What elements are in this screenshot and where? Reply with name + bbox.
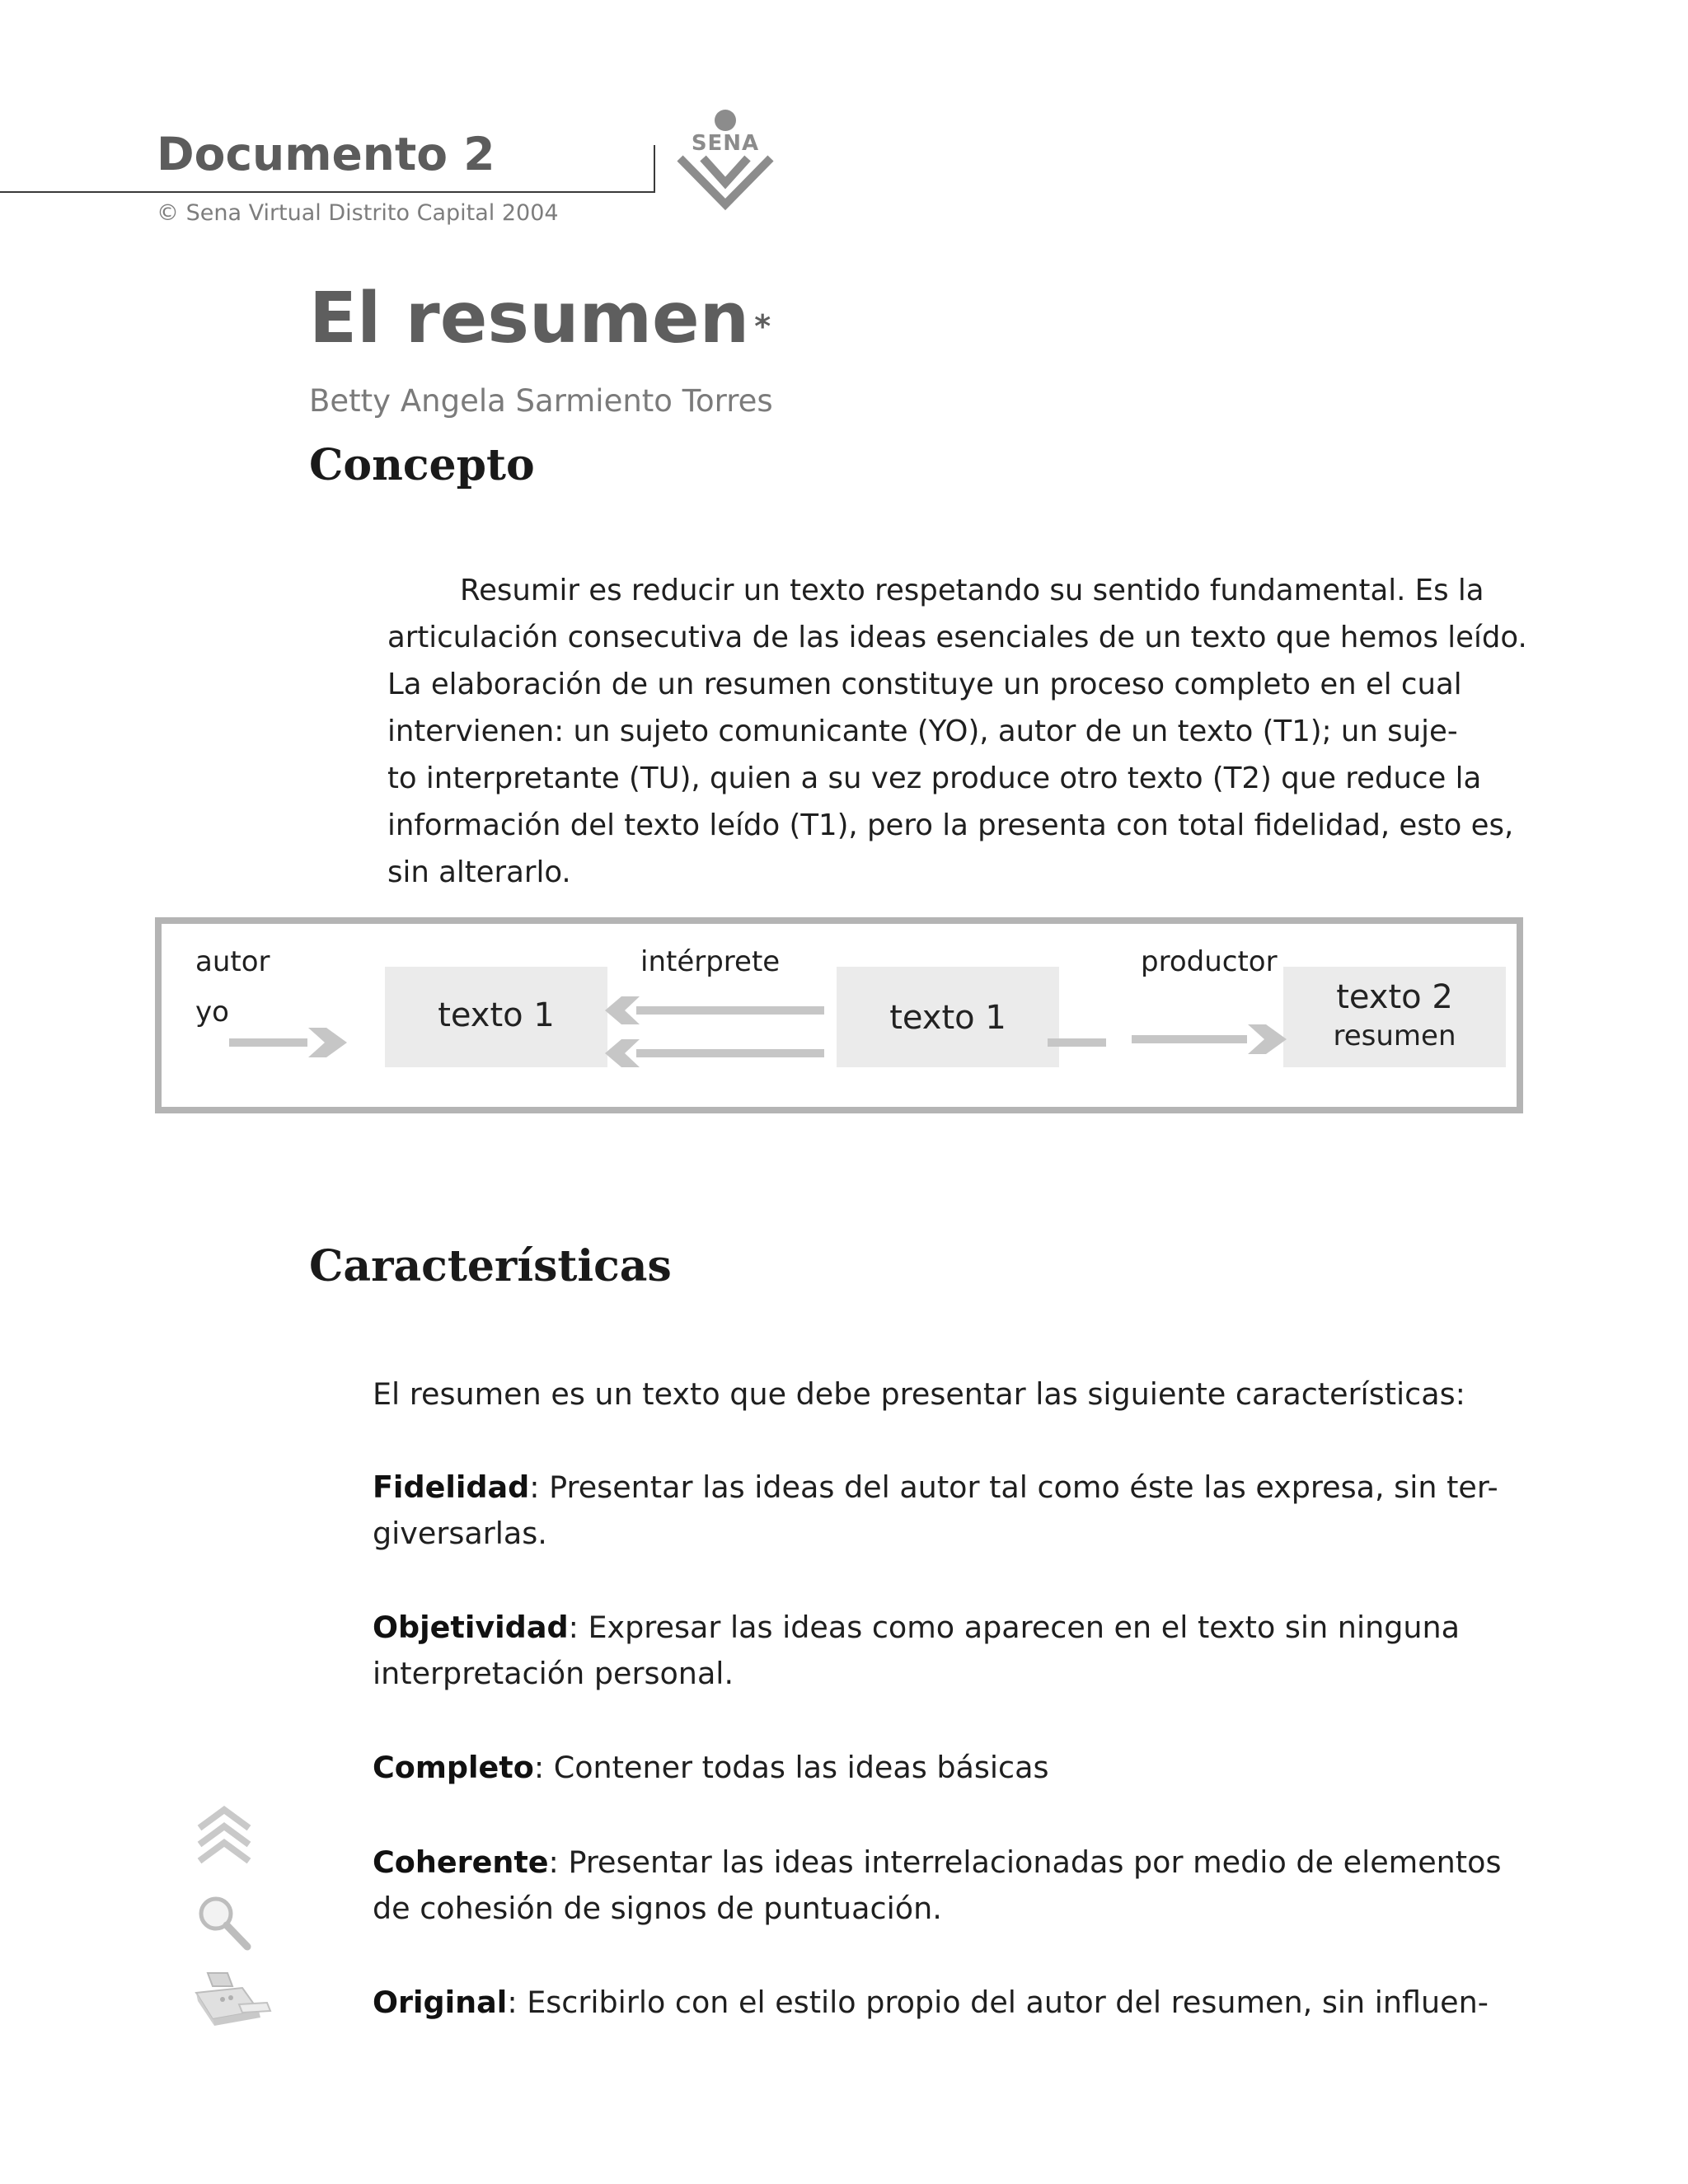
concept-line: información del texto leído (T1), pero la presenta con total fidelidad, esto es, [387, 808, 1514, 842]
arrow-productor-segment-2 [1132, 1035, 1247, 1043]
arrow-interprete-bottom [636, 1049, 824, 1057]
characteristic-coherente [373, 1840, 1543, 1932]
logo-text: SENA [691, 131, 760, 156]
title-footnote-mark: * [754, 308, 771, 344]
diagram-label-productor: productor [1141, 945, 1278, 978]
definition-line: de cohesión de signos de puntuación. [373, 1891, 942, 1926]
diagram-box-texto2-title: texto 2 [1336, 978, 1453, 1016]
definition-line: : Escribirlo con el estilo propio del autor del resumen, sin influen- [507, 1985, 1489, 2020]
fax-printer-icon[interactable] [191, 1968, 274, 2034]
characteristic-objetividad [373, 1605, 1543, 1697]
section-heading-caracteristicas: Características [309, 1241, 672, 1291]
definition-line: : Expresar las ideas como aparecen en el texto sin ninguna [568, 1610, 1461, 1645]
term-coherente: Coherente [373, 1844, 549, 1880]
diagram-box-texto1-interprete: texto 1 [837, 967, 1059, 1067]
diagram-arrows [162, 924, 1517, 1107]
arrow-interprete-top-head [605, 996, 640, 1024]
concept-line: sin alterarlo. [387, 855, 571, 889]
characteristic-original [373, 1980, 1543, 2026]
term-objetividad: Objetividad [373, 1610, 569, 1645]
characteristics-intro-text: El resumen es un texto que debe presentar las siguiente características: [373, 1376, 1465, 1412]
term-completo: Completo [373, 1750, 534, 1785]
arrow-yo-head [308, 1028, 347, 1057]
characteristic-completo [373, 1745, 1543, 1791]
diagram-box-texto1: texto 1 [385, 967, 607, 1067]
arrow-interprete-bottom-head [605, 1039, 640, 1067]
definition-line: : Presentar las ideas interrelacionadas por medio de elementos [548, 1844, 1502, 1880]
arrow-yo-to-texto1 [229, 1038, 307, 1047]
concept-line: to interpretante (TU), quien a su vez produce otro texto (T2) que reduce la [387, 762, 1482, 795]
arrow-productor-head [1248, 1024, 1287, 1054]
concept-paragraph [387, 567, 1541, 896]
page-title: El resumen * [309, 278, 771, 359]
arrow-interprete-top [636, 1006, 824, 1015]
definition-line: giversarlas. [373, 1516, 547, 1551]
definition-line: interpretación personal. [373, 1656, 734, 1691]
concept-line: Resumir es reducir un texto respetando su sentido fundamental. Es la [460, 574, 1484, 607]
magnifier-icon[interactable] [191, 1891, 257, 1957]
logo-arrows [680, 158, 771, 204]
characteristic-fidelidad [373, 1465, 1543, 1557]
sena-logo [672, 107, 779, 210]
author-name: Betty Angela Sarmiento Torres [309, 383, 773, 419]
concept-line: intervienen: un sujeto comunicante (YO), autor de un texto (T1); un suje- [387, 715, 1458, 748]
diagram-label-yo: yo [195, 996, 229, 1029]
copyright: © Sena Virtual Distrito Capital 2004 [157, 200, 559, 226]
header-rule [0, 191, 655, 193]
term-original: Original [373, 1985, 508, 2020]
header-rule-tick [654, 145, 655, 192]
diagram-label-interprete: intérprete [640, 945, 781, 978]
section-heading-concepto: Concepto [309, 440, 535, 490]
definition-line: : Presentar las ideas del autor tal como éste las expresa, sin ter- [529, 1469, 1498, 1505]
characteristics-intro [373, 1371, 1543, 1418]
up-chevrons-icon[interactable] [191, 1803, 257, 1869]
definition-line: : Contener todas las ideas básicas [533, 1750, 1049, 1785]
summary-process-diagram [155, 917, 1523, 1113]
concept-line: articulación consecutiva de las ideas esenciales de un texto que hemos leído. [387, 621, 1527, 654]
logo-dot [715, 110, 736, 131]
term-fidelidad: Fidelidad [373, 1469, 530, 1505]
diagram-label-autor: autor [195, 945, 270, 978]
concept-line: La elaboración de un resumen constituye un proceso completo en el cual [387, 668, 1462, 701]
diagram-box-texto2-sub: resumen [1333, 1019, 1456, 1052]
arrow-productor-segment-1 [1048, 1038, 1106, 1047]
document-label: Documento 2 [157, 128, 495, 180]
